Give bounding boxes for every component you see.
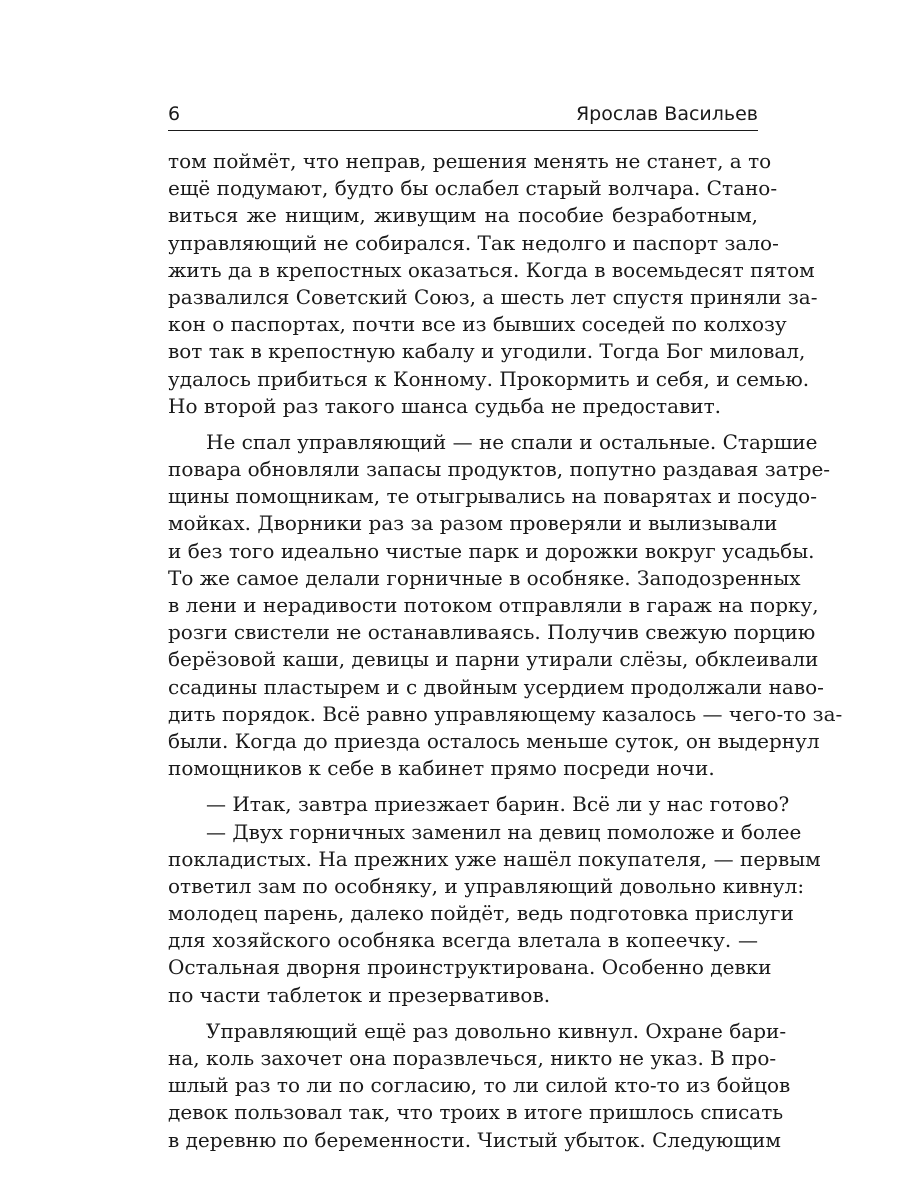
text-line: управляющий не собирался. Так недолго и паспорт зало-	[168, 230, 779, 255]
text-line: ссадины пластырем и с двойным усердием продолжали наво-	[168, 674, 824, 699]
text-line: — Двух горничных заменил на девиц помоложе и более	[206, 819, 802, 844]
paragraph-gap	[168, 1009, 758, 1018]
text-line: То же самое делали горничные в особняке. Заподозренных	[168, 565, 801, 590]
text-line: по части таблеток и презервативов.	[168, 982, 551, 1007]
text-line: и без того идеально чистые парк и дорожки вокруг усадьбы.	[168, 538, 815, 563]
text-line: вот так в крепостную кабалу и угодили. Тогда Бог миловал,	[168, 339, 806, 364]
text-line: — Итак, завтра приезжает барин. Всё ли у нас готово?	[206, 792, 790, 817]
text-line: для хозяйского особняка всегда влетала в копеечку. —	[168, 928, 758, 953]
text-line: Управляющий ещё раз довольно кивнул. Охране бари-	[206, 1018, 787, 1043]
text-line: ещё подумают, будто бы ослабел старый волчара. Стано-	[168, 176, 778, 201]
text-line: жить да в крепостных оказаться. Когда в восемьдесят пятом	[168, 257, 815, 282]
paragraph	[168, 791, 790, 818]
paragraph-gap	[168, 782, 758, 791]
text-line: розги свистели не останавливаясь. Получив свежую порцию	[168, 620, 816, 645]
paragraph	[168, 148, 818, 420]
text-line: дить порядок. Всё равно управляющему казалось — чего-то за-	[168, 701, 843, 726]
text-line: молодец парень, далеко пойдёт, ведь подготовка прислуги	[168, 901, 794, 926]
text-line: развалился Советский Союз, а шесть лет спустя приняли за-	[168, 284, 818, 309]
running-head-author: Ярослав Васильев	[575, 103, 758, 125]
paragraph-gap	[168, 420, 758, 429]
text-line: Не спал управляющий — не спали и остальные. Старшие	[206, 429, 818, 454]
text-line: девок пользовал так, что троих в итоге пришлось списать	[168, 1100, 784, 1125]
text-line: шлый раз то ли по согласию, то ли силой кто-то из бойцов	[168, 1073, 791, 1098]
paragraph	[168, 429, 843, 782]
paragraph	[168, 1018, 791, 1154]
text-line: в деревню по беременности. Чистый убыток. Следующим	[168, 1127, 781, 1152]
text-line: повара обновляли запасы продуктов, попутно раздавая затре-	[168, 457, 831, 482]
text-line: покладистых. На прежних уже нашёл покупателя, — первым	[168, 846, 821, 871]
text-line: берёзовой каши, девицы и парни утирали слёзы, обклеивали	[168, 647, 819, 672]
page-header	[168, 96, 758, 131]
text-line: виться же нищим, живущим на пособие безработным,	[168, 203, 758, 228]
text-line: мойках. Дворники раз за разом проверяли и вылизывали	[168, 511, 778, 536]
text-line: том поймёт, что неправ, решения менять не станет, а то	[168, 149, 772, 173]
text-line: на, коль захочет она поразвлечься, никто не указ. В про-	[168, 1046, 777, 1070]
text-line: были. Когда до приезда осталось меньше суток, он выдернул	[168, 728, 820, 753]
text-line: помощников к себе в кабинет прямо посреди ночи.	[168, 756, 715, 781]
page-number: 6	[168, 103, 181, 125]
text-line: ответил зам по особняку, и управляющий довольно кивнул:	[168, 873, 805, 898]
body-text	[168, 148, 843, 1154]
text-line: щины помощникам, те отыгрывались на поварятах и посудо-	[168, 484, 817, 509]
paragraph	[168, 819, 821, 1009]
text-line: Но второй раз такого шанса судьба не предоставит.	[168, 393, 722, 418]
text-line: Остальная дворня проинструктирована. Особенно девки	[168, 955, 772, 980]
text-line: удалось прибиться к Конному. Прокормить и себя, и семью.	[168, 366, 810, 391]
text-line: кон о паспортах, почти все из бывших соседей по колхозу	[168, 312, 787, 337]
text-line: в лени и нерадивости потоком отправляли в гараж на порку,	[168, 593, 819, 617]
